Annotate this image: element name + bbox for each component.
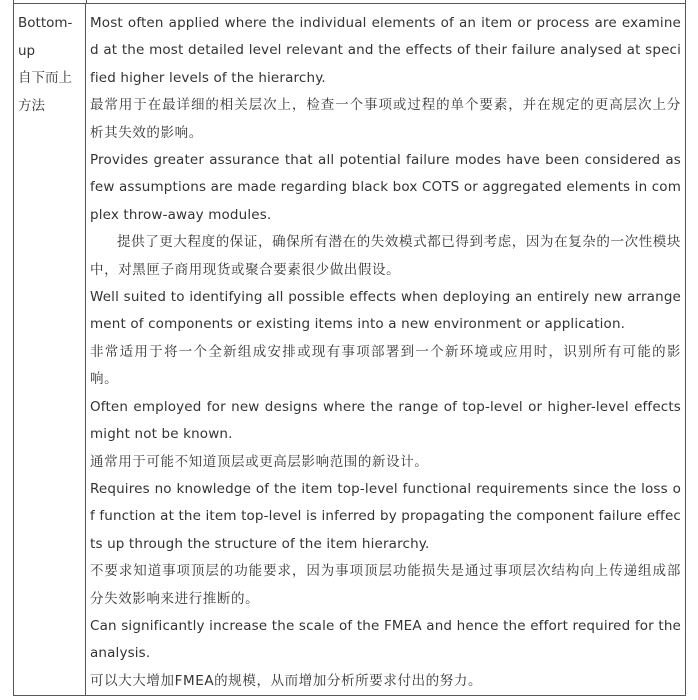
- approach-label-line: up: [18, 42, 36, 59]
- paragraph-zh: 不要求知道事项顶层的功能要求，因为事项顶层功能损失是通过事项层次结构向上传递组成部分失效影响来进行推断的。: [90, 563, 681, 607]
- approach-label-line: 方法: [18, 97, 45, 114]
- paragraph-en: Can significantly increase the scale of the FMEA and hence the effort required for the analysis.: [90, 617, 681, 662]
- paragraph-en: Well suited to identifying all possible effects when deploying an entirely new arrangement of components or existing items into a new environment or application.: [90, 289, 681, 333]
- paragraph-zh: 非常适用于将一个全新组成安排或现有事项部署到一个新环境或应用时，识别所有可能的影响。: [90, 343, 681, 388]
- comparison-table: [13, 3, 686, 696]
- table-row: [14, 4, 686, 696]
- approach-label-line: Bottom-: [18, 15, 73, 31]
- approach-label-cell: [14, 4, 86, 696]
- paragraph-en: Often employed for new designs where the range of top-level or higher-level effects might not be known.: [90, 398, 681, 443]
- paragraph-zh: 通常用于可能不知道顶层或更高层影响范围的新设计。: [90, 453, 429, 470]
- paragraph-zh: 可以大大增加FMEA的规模，从而增加分析所要求付出的努力。: [90, 672, 483, 689]
- description-cell: [86, 4, 686, 696]
- paragraph-en: Requires no knowledge of the item top-level functional requirements since the loss of function at the item top-level is inferred by propagating the component failure effects up through the structure of the item hierarchy.: [90, 480, 681, 552]
- paragraph-zh: 提供了更大程度的保证，确保所有潜在的失效模式都已得到考虑，因为在复杂的一次性模块中，对黑匣子商用现货或聚合要素很少做出假设。: [90, 234, 681, 278]
- paragraph-en: Most often applied where the individual elements of an item or process are examined at the most detailed level relevant and the effects of their failure analysed at specified higher levels of the hierarchy.: [90, 15, 681, 86]
- paragraph-zh: 最常用于在最详细的相关层次上，检查一个事项或过程的单个要素，并在规定的更高层次上分析其失效的影响。: [90, 97, 681, 141]
- paragraph-en: Provides greater assurance that all potential failure modes have been considered as few assumptions are made regarding black box COTS or aggregated elements in complex throw-away modules.: [90, 152, 681, 223]
- approach-label-line: 自下而上: [18, 70, 72, 86]
